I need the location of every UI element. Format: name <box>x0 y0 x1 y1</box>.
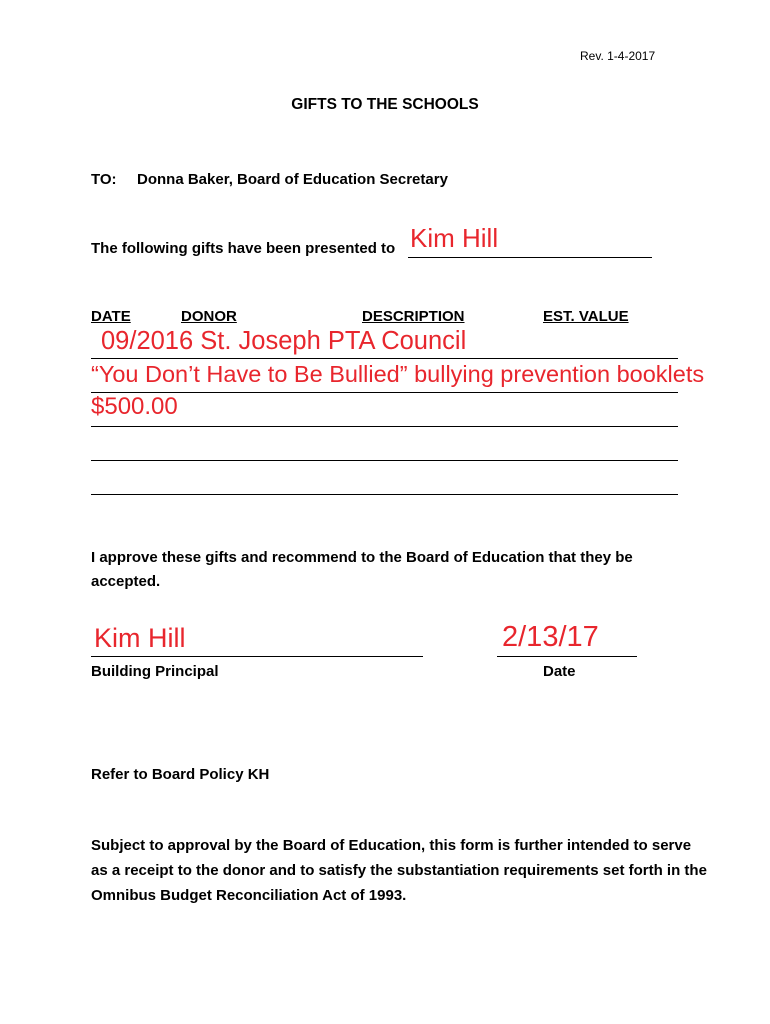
gift-line-rule <box>91 494 678 495</box>
gift-line-rule <box>91 392 678 393</box>
column-header-date: DATE <box>91 308 131 325</box>
principal-signature-field[interactable]: Kim Hill <box>94 623 186 653</box>
gift-line-rule <box>91 426 678 427</box>
presented-to-line <box>408 257 652 258</box>
receipt-statement: Subject to approval by the Board of Education, this form is further intended to serve as a receipt to the donor and to satisfy the substantiation requirements set forth in the Omnibus Budget Reconciliation Act of 1993. <box>91 837 707 904</box>
policy-reference: Refer to Board Policy KH <box>91 766 270 783</box>
gift-line-3[interactable]: $500.00 <box>91 393 178 420</box>
presented-to-field[interactable]: Kim Hill <box>410 223 499 253</box>
to-recipient: Donna Baker, Board of Education Secretary <box>137 171 448 188</box>
approval-date-field[interactable]: 2/13/17 <box>502 621 599 653</box>
presented-to-label: The following gifts have been presented to <box>91 240 396 257</box>
gift-line-2[interactable]: “You Don’t Have to Be Bullied” bullying prevention booklets <box>91 361 705 387</box>
column-header-donor: DONOR <box>181 308 237 325</box>
approval-statement: I approve these gifts and recommend to the Board of Education that they be accepted. <box>91 549 633 590</box>
approval-date-line <box>497 656 637 657</box>
date-label: Date <box>543 663 576 680</box>
gift-line-rule <box>91 358 678 359</box>
gift-line-1[interactable]: 09/2016 St. Joseph PTA Council <box>101 327 467 355</box>
principal-label: Building Principal <box>91 663 219 680</box>
to-label: TO: <box>91 171 117 188</box>
form-title: GIFTS TO THE SCHOOLS <box>291 96 479 113</box>
column-header-est-value: EST. VALUE <box>543 308 629 325</box>
column-header-description: DESCRIPTION <box>362 308 465 325</box>
principal-signature-line <box>91 656 423 657</box>
revision-date: Rev. 1-4-2017 <box>580 49 656 63</box>
gift-line-rule <box>91 460 678 461</box>
